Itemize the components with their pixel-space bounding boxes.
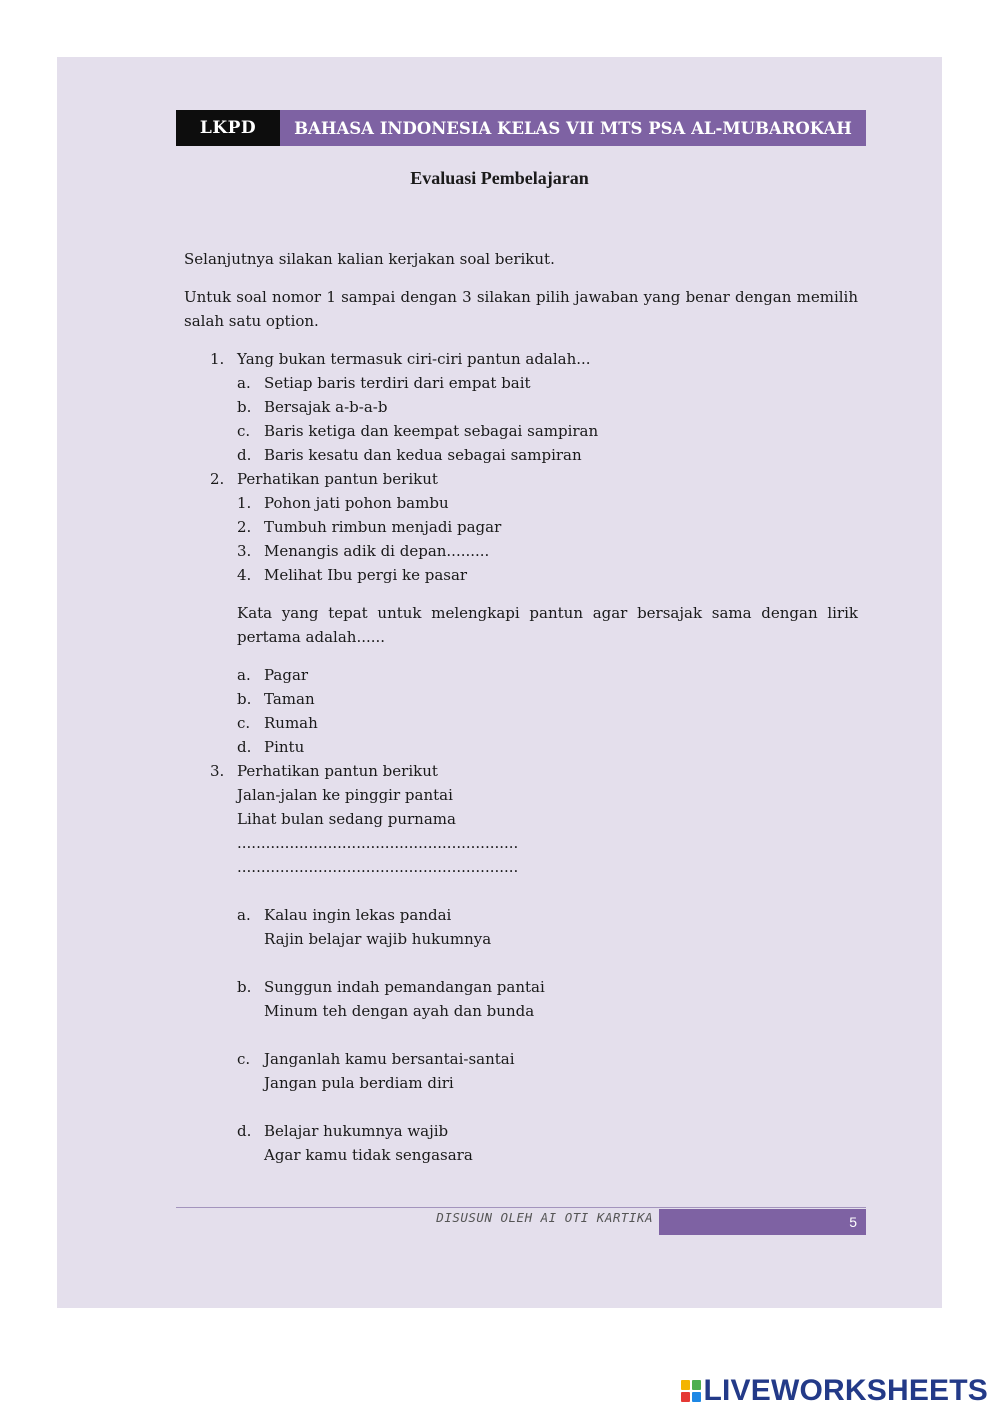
header-subject: BAHASA INDONESIA KELAS VII MTS PSA AL-MUBAROKAH	[280, 110, 866, 146]
question-1	[184, 347, 858, 467]
option-label: d.	[237, 1122, 252, 1140]
option-1b[interactable]	[237, 395, 858, 419]
question-text: Perhatikan pantun berikut	[237, 762, 438, 780]
line-number: 4.	[237, 566, 252, 584]
option-text: Pintu	[264, 738, 305, 756]
question-2	[184, 467, 858, 759]
page-number: 5	[659, 1209, 866, 1235]
question-text: Perhatikan pantun berikut	[237, 470, 438, 488]
line-text: Menangis adik di depan.........	[264, 542, 490, 560]
logo-square	[681, 1392, 690, 1402]
option-text: Rumah	[264, 714, 318, 732]
option-label: c.	[237, 714, 251, 732]
pantun-line	[237, 539, 858, 563]
option-2a[interactable]	[237, 663, 858, 687]
logo-square	[681, 1380, 690, 1390]
question-number: 1.	[210, 350, 225, 368]
line-number: 2.	[237, 518, 252, 536]
question-number: 3.	[210, 762, 225, 780]
option-text: Baris ketiga dan keempat sebagai sampiran	[264, 422, 599, 440]
pantun-line	[237, 515, 858, 539]
option-line: Janganlah kamu bersantai-santai	[264, 1050, 515, 1068]
line-text: Melihat Ibu pergi ke pasar	[264, 566, 468, 584]
brand-name: LIVEWORKSHEETS	[703, 1374, 988, 1407]
option-line: Minum teh dengan ayah dan bunda	[264, 1002, 535, 1020]
line-text: Tumbuh rimbun menjadi pagar	[264, 518, 502, 536]
pantun-line	[237, 563, 858, 587]
liveworksheets-icon	[681, 1380, 701, 1402]
worksheet-page	[57, 57, 942, 1308]
option-3c[interactable]	[237, 1047, 858, 1095]
logo-square	[692, 1392, 701, 1402]
header-tag: LKPD	[176, 110, 280, 146]
option-label: a.	[237, 906, 251, 924]
option-text: Taman	[264, 690, 315, 708]
option-3a[interactable]	[237, 903, 858, 951]
option-line: Agar kamu tidak sengasara	[264, 1146, 473, 1164]
option-label: c.	[237, 422, 251, 440]
option-2d[interactable]	[237, 735, 858, 759]
question-text: Yang bukan termasuk ciri-ciri pantun adalah...	[237, 350, 591, 368]
option-1a[interactable]	[237, 371, 858, 395]
option-3b[interactable]	[237, 975, 858, 1023]
footer-divider	[176, 1207, 866, 1208]
question-list	[184, 347, 858, 1167]
footer-author: DISUSUN OLEH AI OTI KARTIKA	[436, 1210, 653, 1225]
question-number: 2.	[210, 470, 225, 488]
option-label: a.	[237, 666, 251, 684]
option-label: a.	[237, 374, 251, 392]
option-line: Kalau ingin lekas pandai	[264, 906, 452, 924]
option-1c[interactable]	[237, 419, 858, 443]
option-2b[interactable]	[237, 687, 858, 711]
pantun-line: Jalan-jalan ke pinggir pantai	[237, 786, 453, 804]
option-label: b.	[237, 690, 252, 708]
line-text: Pohon jati pohon bambu	[264, 494, 449, 512]
liveworksheets-logo[interactable]	[681, 1374, 989, 1408]
option-text: Bersajak a-b-a-b	[264, 398, 388, 416]
worksheet-content	[184, 247, 858, 1167]
intro-text: Selanjutnya silakan kalian kerjakan soal berikut.	[184, 250, 555, 268]
option-label: b.	[237, 398, 252, 416]
option-label: c.	[237, 1050, 251, 1068]
option-text: Setiap baris terdiri dari empat bait	[264, 374, 531, 392]
option-line: Jangan pula berdiam diri	[264, 1074, 454, 1092]
blank-line: ...........................................................	[237, 834, 519, 852]
line-number: 1.	[237, 494, 252, 512]
option-text: Baris kesatu dan kedua sebagai sampiran	[264, 446, 582, 464]
option-1d[interactable]	[237, 443, 858, 467]
option-line: Sunggun indah pemandangan pantai	[264, 978, 545, 996]
question-3	[184, 759, 858, 1167]
pantun-line: Lihat bulan sedang purnama	[237, 810, 456, 828]
option-line: Rajin belajar wajib hukumnya	[264, 930, 492, 948]
option-text: Pagar	[264, 666, 309, 684]
option-label: d.	[237, 446, 252, 464]
pantun-line	[237, 491, 858, 515]
option-label: d.	[237, 738, 252, 756]
line-number: 3.	[237, 542, 252, 560]
question-prompt: Kata yang tepat untuk melengkapi pantun agar bersajak sama dengan lirik pertama adalah......	[237, 604, 858, 646]
instruction-text: Untuk soal nomor 1 sampai dengan 3 silakan pilih jawaban yang benar dengan memilih salah satu option.	[184, 288, 858, 330]
option-label: b.	[237, 978, 252, 996]
option-3d[interactable]	[237, 1119, 858, 1167]
page-title: Evaluasi Pembelajaran	[410, 168, 589, 188]
option-2c[interactable]	[237, 711, 858, 735]
logo-square	[692, 1380, 701, 1390]
blank-line: ...........................................................	[237, 858, 519, 876]
page-header	[176, 110, 866, 146]
option-line: Belajar hukumnya wajib	[264, 1122, 449, 1140]
